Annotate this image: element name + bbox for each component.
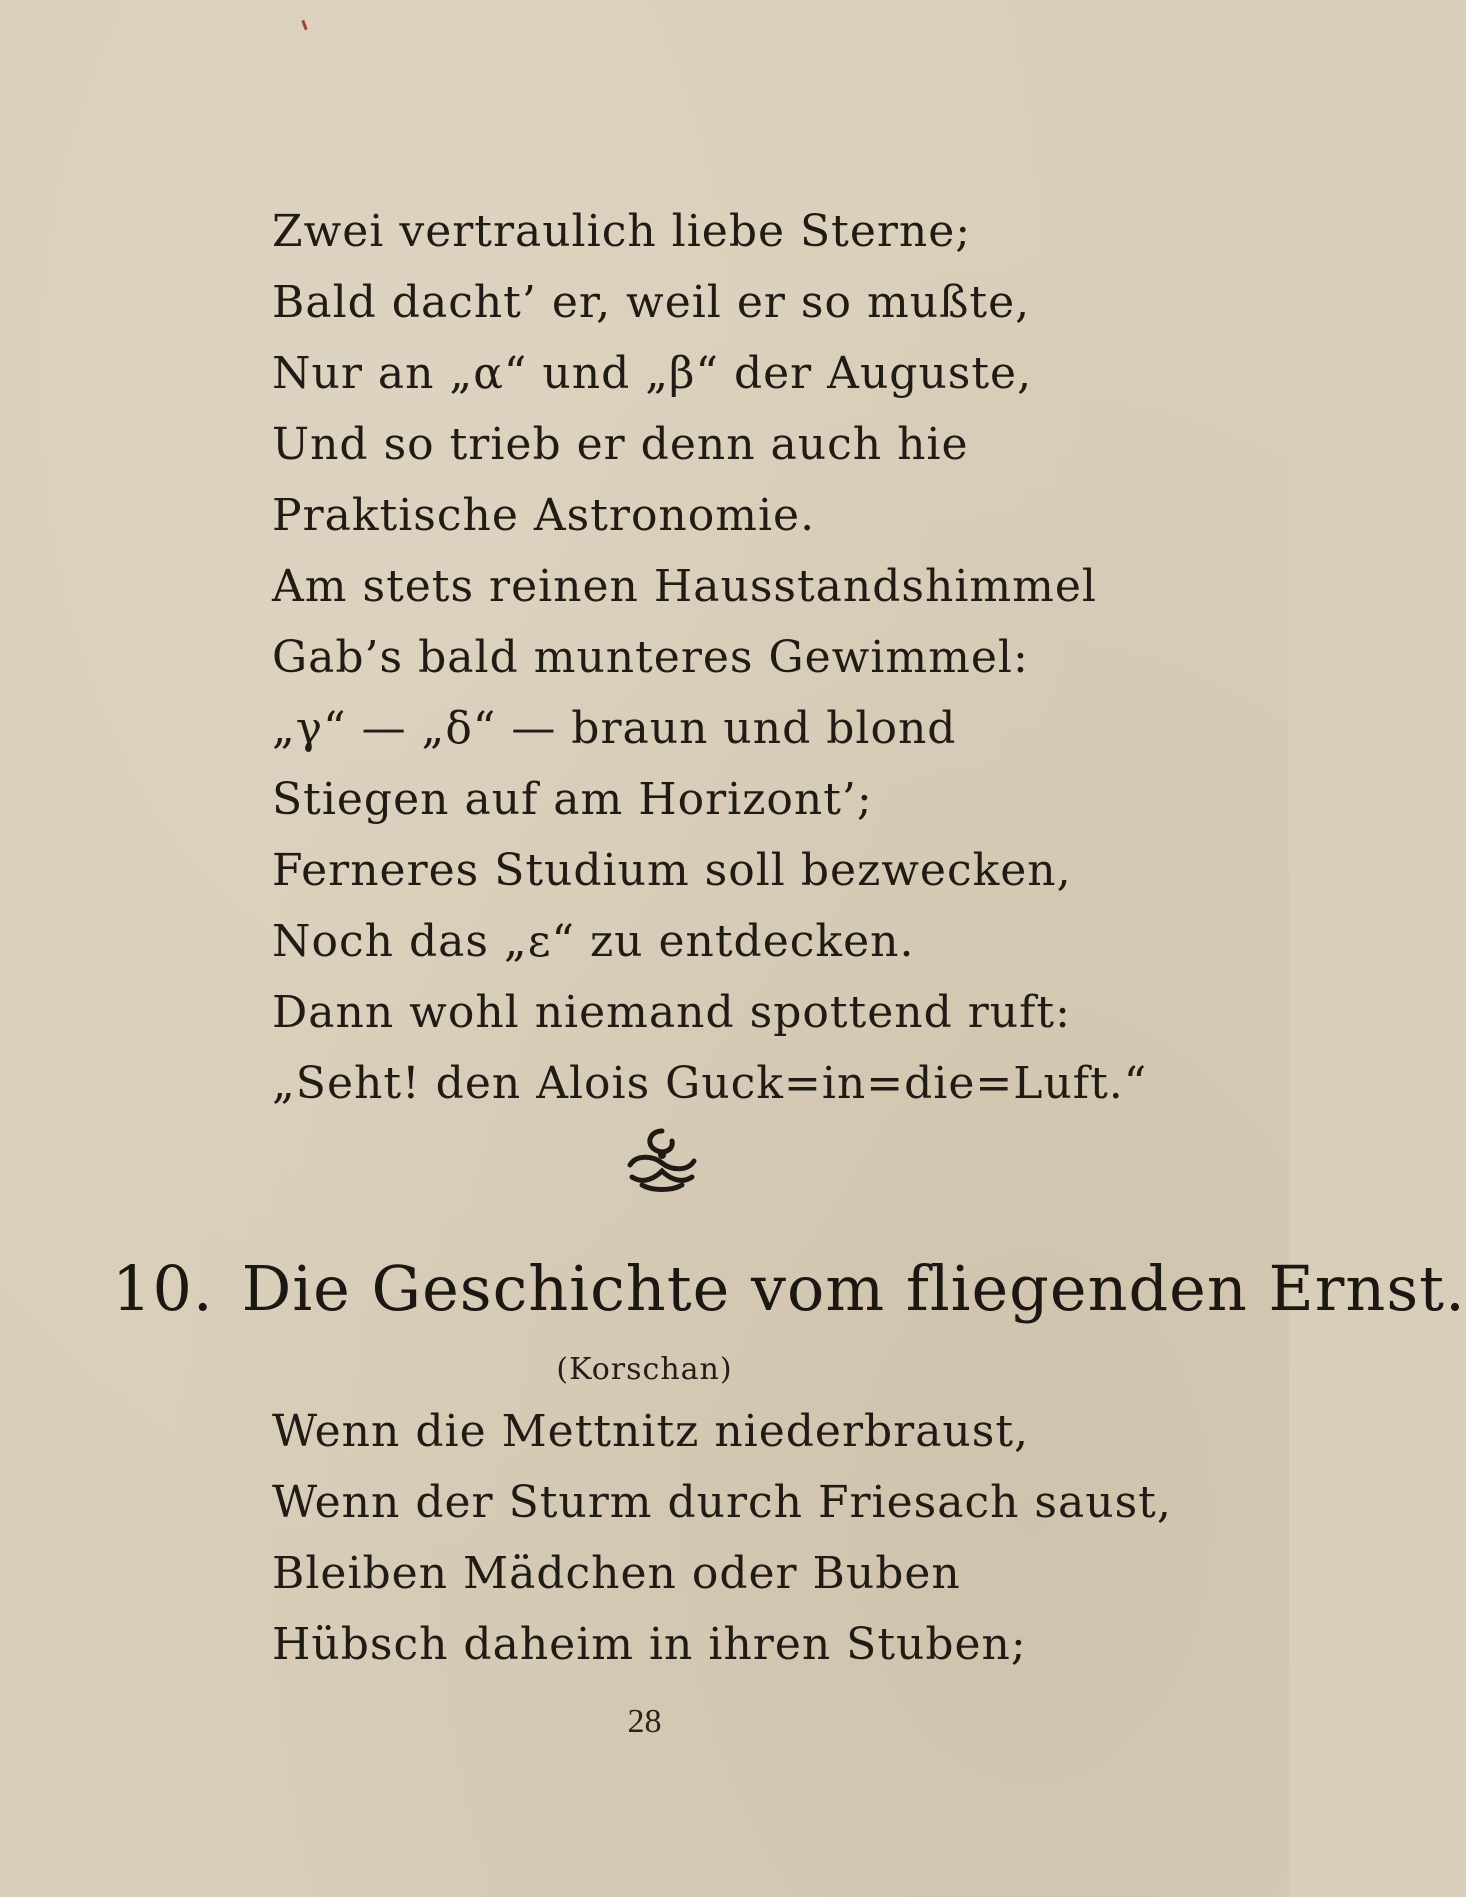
ink-mark [301, 20, 307, 30]
verse-line: Praktische Astronomie. [272, 490, 816, 541]
verse-line: Am stets reinen Hausstandshimmel [272, 561, 1097, 612]
verse-line: Stiegen auf am Horizont’; [272, 774, 873, 825]
verse-line: Noch das „ε“ zu entdecken. [272, 916, 915, 967]
verse-line: „Seht! den Alois Guck=in=die=Luft.“ [272, 1058, 1148, 1109]
verse-line: Dann wohl niemand spottend ruft: [272, 987, 1071, 1038]
verse-line: Hübsch daheim in ihren Stuben; [272, 1619, 1027, 1670]
verse-line: Wenn die Mettnitz niederbraust, [272, 1406, 1030, 1457]
page-number: 28 [627, 1703, 662, 1740]
verse-line: Zwei vertraulich liebe Sterne; [272, 206, 972, 257]
verse-line: Und so trieb er denn auch hie [272, 419, 969, 470]
fleuron-ornament-icon [622, 1125, 702, 1195]
chapter-number: 10. [112, 1252, 214, 1325]
chapter-title: Die Geschichte vom fliegenden Ernst. [241, 1252, 1466, 1325]
place-subtitle: (Korschan) [556, 1352, 733, 1387]
verse-line: Bald dacht’ er, weil er so mußte, [272, 277, 1031, 328]
verse-line: „γ“ — „δ“ — braun und blond [272, 703, 957, 754]
verse-line: Gab’s bald munteres Gewimmel: [272, 632, 1029, 683]
verse-line: Ferneres Studium soll bezwecken, [272, 845, 1072, 896]
verse-line: Bleiben Mädchen oder Buben [272, 1548, 961, 1599]
chapter-heading [112, 1252, 1466, 1325]
verse-line: Wenn der Sturm durch Friesach saust, [272, 1477, 1172, 1528]
verse-line: Nur an „α“ und „β“ der Auguste, [272, 348, 1033, 399]
